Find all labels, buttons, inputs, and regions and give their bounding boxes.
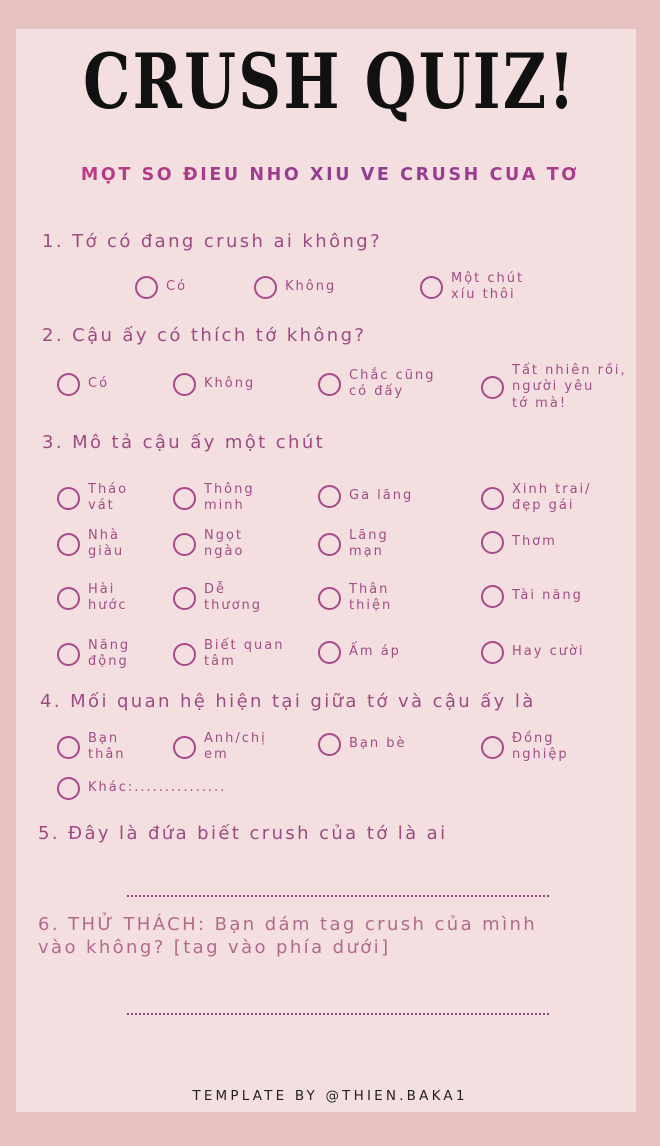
option-label: Nhà giàu	[88, 528, 125, 560]
checkbox-circle[interactable]	[173, 587, 196, 610]
radio-circle[interactable]	[173, 373, 196, 396]
page-title: CRUSH QUIZ!	[83, 37, 577, 126]
checkbox-circle[interactable]	[318, 641, 341, 664]
option-label: Anh/chị em	[204, 731, 267, 763]
option-q4-ban-be[interactable]	[318, 733, 407, 756]
option-q3-am-ap[interactable]	[318, 641, 401, 664]
option-label: Tài năng	[512, 588, 583, 604]
option-label: Thơm	[512, 534, 557, 550]
radio-circle[interactable]	[57, 777, 80, 800]
option-q3-nang-dong[interactable]	[57, 638, 130, 671]
option-q3-ngot-ngao[interactable]	[173, 528, 244, 561]
option-q3-hay-cuoi[interactable]	[481, 641, 585, 664]
option-label: Bạn thân	[88, 731, 126, 763]
option-q2-co[interactable]	[57, 373, 109, 396]
checkbox-circle[interactable]	[318, 485, 341, 508]
question-3: 3. Mô tả cậu ấy một chút	[42, 432, 326, 453]
option-q3-biet-quan-tam[interactable]	[173, 638, 284, 671]
option-label: Tháo vát	[88, 482, 129, 514]
option-label: Ga lăng	[349, 488, 414, 504]
checkbox-circle[interactable]	[481, 641, 504, 664]
option-label: Ấm áp	[349, 644, 401, 660]
radio-circle[interactable]	[57, 373, 80, 396]
checkbox-circle[interactable]	[318, 533, 341, 556]
answer-line-q6[interactable]	[127, 1013, 549, 1015]
option-label: Ngọt ngào	[204, 528, 245, 560]
radio-circle[interactable]	[254, 276, 277, 299]
option-label: Năng động	[88, 638, 131, 670]
question-5: 5. Đây là đứa biết crush của tớ là ai	[38, 823, 448, 844]
option-label: Bạn bè	[349, 736, 407, 752]
option-q2-khong[interactable]	[173, 373, 255, 396]
checkbox-circle[interactable]	[318, 587, 341, 610]
radio-circle[interactable]	[173, 736, 196, 759]
footer-credit: TEMPLATE BY @THIEN.BAKA1	[192, 1088, 468, 1104]
option-label: Thân thiện	[349, 582, 393, 614]
option-label: Có	[166, 279, 188, 295]
option-q3-de-thuong[interactable]	[173, 582, 262, 615]
option-q3-thao-vat[interactable]	[57, 482, 128, 515]
checkbox-circle[interactable]	[481, 585, 504, 608]
option-q3-than-thien[interactable]	[318, 582, 392, 615]
option-q4-dong-nghiep[interactable]	[481, 731, 569, 764]
radio-circle[interactable]	[57, 736, 80, 759]
question-4: 4. Mối quan hệ hiện tại giữa tớ và cậu ấy là	[40, 691, 536, 712]
option-q3-xinh-trai[interactable]	[481, 482, 592, 515]
checkbox-circle[interactable]	[57, 533, 80, 556]
option-label: Có	[88, 376, 110, 392]
checkbox-circle[interactable]	[481, 531, 504, 554]
question-1: 1. Tớ có đang crush ai không?	[42, 231, 383, 252]
answer-line-q5[interactable]	[127, 895, 549, 897]
option-label: Hài hước	[88, 582, 128, 614]
option-label: Biết quan tâm	[204, 638, 285, 670]
question-6: 6. THỬ THÁCH: Bạn dám tag crush của mình vào không? [tag vào phía dưới]	[38, 914, 538, 959]
option-label: Dễ thương	[204, 582, 263, 614]
page-subtitle: MỘT SỐ ĐIỀU NHỎ XÍU VỀ CRUSH CỦA TỚ	[0, 167, 660, 185]
checkbox-circle[interactable]	[173, 643, 196, 666]
option-q4-anh-chi-em[interactable]	[173, 731, 267, 764]
option-q1-khong[interactable]	[254, 276, 336, 299]
checkbox-circle[interactable]	[173, 487, 196, 510]
option-q3-thom[interactable]	[481, 531, 557, 554]
option-q3-lang-man[interactable]	[318, 528, 389, 561]
radio-circle[interactable]	[481, 376, 504, 399]
checkbox-circle[interactable]	[57, 643, 80, 666]
option-label: Khác:...............	[88, 780, 227, 796]
radio-circle[interactable]	[318, 733, 341, 756]
option-label: Hay cười	[512, 644, 585, 660]
option-q3-nha-giau[interactable]	[57, 528, 124, 561]
checkbox-circle[interactable]	[57, 487, 80, 510]
option-q4-ban-than[interactable]	[57, 731, 126, 764]
option-q3-ga-lang[interactable]	[318, 485, 413, 508]
checkbox-circle[interactable]	[173, 533, 196, 556]
option-label: Đồng nghiệp	[512, 731, 569, 763]
option-label: Không	[204, 376, 256, 392]
radio-circle[interactable]	[318, 373, 341, 396]
option-q2-chac-cung[interactable]	[318, 368, 435, 401]
option-label: Lãng mạn	[349, 528, 389, 560]
option-q4-khac[interactable]	[57, 777, 226, 800]
checkbox-circle[interactable]	[481, 487, 504, 510]
option-q2-tat-nhien[interactable]	[481, 363, 627, 412]
option-label: Thông minh	[204, 482, 255, 514]
option-q3-tai-nang[interactable]	[481, 585, 583, 608]
option-q3-hai-huoc[interactable]	[57, 582, 128, 615]
option-q3-thong-minh[interactable]	[173, 482, 255, 515]
option-label: Chắc cũng có đấy	[349, 368, 436, 400]
option-q1-co[interactable]	[135, 276, 187, 299]
option-q1-mot-chut[interactable]	[420, 271, 524, 304]
option-label: Tất nhiên rồi, người yêu tớ mà!	[512, 363, 627, 411]
question-2: 2. Cậu ấy có thích tớ không?	[42, 325, 367, 346]
option-label: Một chút xíu thôi	[451, 271, 525, 303]
checkbox-circle[interactable]	[57, 587, 80, 610]
radio-circle[interactable]	[420, 276, 443, 299]
option-label: Không	[285, 279, 337, 295]
option-label: Xinh trai/ đẹp gái	[512, 482, 592, 514]
radio-circle[interactable]	[135, 276, 158, 299]
radio-circle[interactable]	[481, 736, 504, 759]
